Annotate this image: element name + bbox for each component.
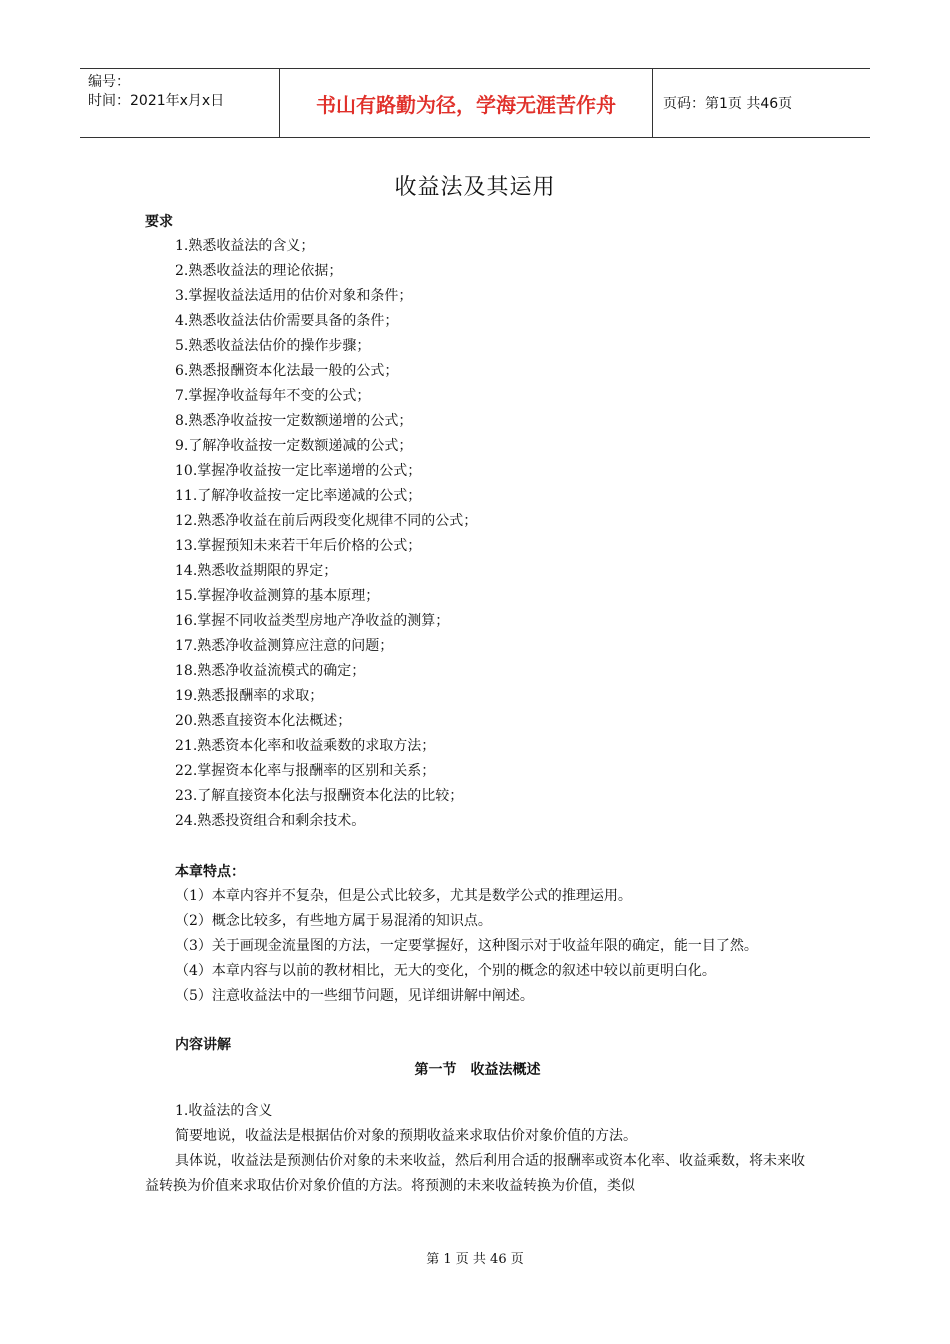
- content-paragraph: 1.收益法的含义: [175, 1103, 273, 1119]
- header-meta: [80, 69, 280, 137]
- features-heading: 本章特点：: [175, 864, 245, 880]
- page-footer: 第 1 页 共 46 页: [426, 1252, 524, 1267]
- time-label: 时间：2021年x月x日: [88, 93, 225, 109]
- document-header: [80, 68, 870, 138]
- document-body: [145, 210, 810, 1199]
- requirement-item: 18.熟悉净收益流模式的确定；: [175, 663, 366, 679]
- requirements-list: [145, 234, 810, 834]
- requirement-item: 6.熟悉报酬资本化法最一般的公式；: [175, 363, 399, 379]
- requirement-item: 1.熟悉收益法的含义；: [175, 238, 315, 254]
- content-heading: 内容讲解: [175, 1037, 231, 1053]
- feature-item: （4）本章内容与以前的教材相比，无大的变化，个别的概念的叙述中较以前更明白化。: [175, 963, 716, 979]
- requirement-item: 5.熟悉收益法估价的操作步骤；: [175, 338, 371, 354]
- number-label: 编号：: [88, 74, 130, 90]
- requirement-item: 2.熟悉收益法的理论依据；: [175, 263, 343, 279]
- feature-item: （2）概念比较多，有些地方属于易混淆的知识点。: [175, 913, 492, 929]
- requirement-item: 16.掌握不同收益类型房地产净收益的测算；: [175, 613, 450, 629]
- content-paragraph: 简要地说，收益法是根据估价对象的预期收益来求取估价对象价值的方法。: [175, 1128, 637, 1144]
- content-paragraphs: [145, 1099, 810, 1199]
- requirement-item: 8.熟悉净收益按一定数额递增的公式；: [175, 413, 413, 429]
- requirement-item: 9.了解净收益按一定数额递减的公式；: [175, 438, 413, 454]
- features-list: [145, 884, 810, 1009]
- requirement-item: 4.熟悉收益法估价需要具备的条件；: [175, 313, 399, 329]
- requirements-heading: 要求: [145, 214, 173, 230]
- feature-item: （5）注意收益法中的一些细节问题，见详细讲解中阐述。: [175, 988, 534, 1004]
- requirement-item: 19.熟悉报酬率的求取；: [175, 688, 324, 704]
- requirement-item: 23.了解直接资本化法与报酬资本化法的比较；: [175, 788, 464, 804]
- section-title: 第一节 收益法概述: [414, 1062, 541, 1078]
- feature-item: （3）关于画现金流量图的方法，一定要掌握好，这种图示对于收益年限的确定，能一目了然。: [175, 938, 758, 954]
- requirement-item: 22.掌握资本化率与报酬率的区别和关系；: [175, 763, 436, 779]
- requirement-item: 15.掌握净收益测算的基本原理；: [175, 588, 380, 604]
- content-paragraph: 具体说，收益法是预测估价对象的未来收益，然后利用合适的报酬率或资本化率、收益乘数，将未来收益转换为价值来求取估价对象价值的方法。将预测的未来收益转换为价值，类似: [145, 1153, 805, 1194]
- document-title: 收益法及其运用: [394, 175, 556, 200]
- header-motto: 书山有路勤为径，学海无涯苦作舟: [280, 69, 653, 137]
- requirement-item: 3.掌握收益法适用的估价对象和条件；: [175, 288, 413, 304]
- requirement-item: 14.熟悉收益期限的界定；: [175, 563, 338, 579]
- header-page-info: 页码：第1页 共46页: [663, 96, 793, 112]
- requirement-item: 11.了解净收益按一定比率递减的公式；: [175, 488, 422, 504]
- requirement-item: 17.熟悉净收益测算应注意的问题；: [175, 638, 394, 654]
- requirement-item: 7.掌握净收益每年不变的公式；: [175, 388, 371, 404]
- requirement-item: 12.熟悉净收益在前后两段变化规律不同的公式；: [175, 513, 478, 529]
- feature-item: （1）本章内容并不复杂，但是公式比较多，尤其是数学公式的推理运用。: [175, 888, 632, 904]
- requirement-item: 13.掌握预知未来若干年后价格的公式；: [175, 538, 422, 554]
- requirement-item: 24.熟悉投资组合和剩余技术。: [175, 813, 366, 829]
- requirement-item: 21.熟悉资本化率和收益乘数的求取方法；: [175, 738, 436, 754]
- requirement-item: 20.熟悉直接资本化法概述；: [175, 713, 352, 729]
- requirement-item: 10.掌握净收益按一定比率递增的公式；: [175, 463, 422, 479]
